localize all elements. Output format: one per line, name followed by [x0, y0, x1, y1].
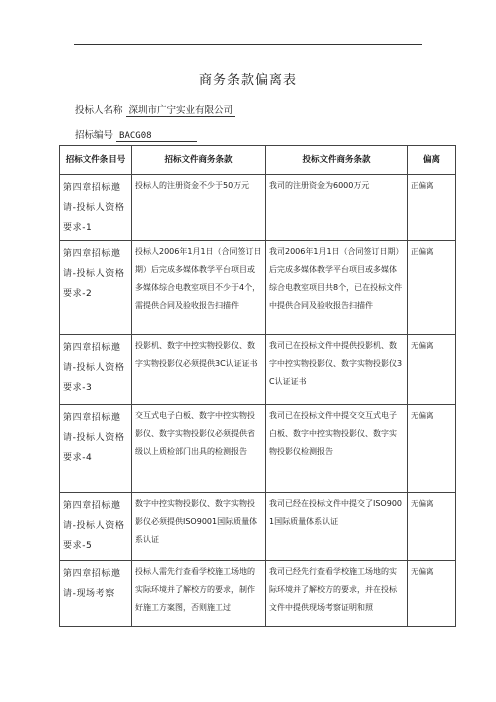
header-deviation: 偏离	[408, 146, 456, 175]
bidder-name-label: 投标人名称	[75, 105, 123, 116]
cell-tender-terms: 数字中控实物投影仪、数字实物投影仪必须提供ISO9001国际质量体系认证	[132, 493, 266, 561]
table-header-row	[60, 146, 456, 175]
cell-bid-terms: 我司已经先行查看学校施工场地的实际环境并了解校方的要求，并在投标文件中提供现场考察证明和照	[266, 561, 408, 627]
header-bid-terms: 投标文件商务条款	[266, 146, 408, 175]
cell-bid-terms: 我司已在投标文件中提交交互式电子白板、数字中控实物投影仪、数字实物投影仪检测报告	[266, 405, 408, 493]
bid-number-label: 招标编号	[75, 130, 114, 141]
header-item-no: 招标文件条目号	[60, 146, 132, 175]
cell-item-no: 第四章招标邀请-现场考察	[60, 561, 132, 627]
cell-deviation: 无偏离	[408, 335, 456, 405]
bid-number-line	[75, 127, 197, 142]
table-row	[60, 405, 456, 493]
cell-deviation: 无偏离	[408, 561, 456, 627]
cell-deviation: 无偏离	[408, 493, 456, 561]
cell-item-no: 第四章招标邀请-投标人资格要求-4	[60, 405, 132, 493]
table-row	[60, 175, 456, 241]
deviation-table	[59, 145, 456, 627]
bid-number-value: BACG08	[116, 131, 197, 142]
cell-deviation: 正偏离	[408, 175, 456, 241]
cell-bid-terms: 我司已经在投标文件中提交了ISO9001国际质量体系认证	[266, 493, 408, 561]
table-row	[60, 561, 456, 627]
cell-item-no: 第四章招标邀请-投标人资格要求-1	[60, 175, 132, 241]
cell-deviation: 无偏离	[408, 405, 456, 493]
cell-item-no: 第四章招标邀请-投标人资格要求-3	[60, 335, 132, 405]
cell-item-no: 第四章招标邀请-投标人资格要求-2	[60, 241, 132, 335]
table-row	[60, 335, 456, 405]
cell-bid-terms: 我司2006年1月1日（合同签订日期）后完成多媒体教学平台项目或多媒体综合电教室项目共8个，已在投标文件中提供合同及验收报告扫描件	[266, 241, 408, 335]
page-title: 商务条款偏离表	[198, 73, 297, 88]
cell-tender-terms: 交互式电子白板、数字中控实物投影仪、数字实物投影仪必须提供省级以上质检部门出具的检测报告	[132, 405, 266, 493]
bidder-name-line	[75, 102, 235, 117]
cell-tender-terms: 投标人的注册资金不少于50万元	[132, 175, 266, 241]
top-rule	[74, 44, 422, 45]
cell-bid-terms: 我司已在投标文件中提供投影机、数字中控实物投影仪、数字实物投影仪3C认证证书	[266, 335, 408, 405]
cell-tender-terms: 投影机、数字中控实物投影仪、数字实物投影仪必须提供3C认证证书	[132, 335, 266, 405]
cell-bid-terms: 我司的注册资金为6000万元	[266, 175, 408, 241]
cell-deviation: 正偏离	[408, 241, 456, 335]
table-row	[60, 493, 456, 561]
cell-tender-terms: 投标人需先行查看学校施工场地的实际环境并了解校方的要求，制作好施工方案图，否则施工过	[132, 561, 266, 627]
cell-tender-terms: 投标人2006年1月1日（合同签订日期）后完成多媒体教学平台项目或多媒体综合电教室项目不少于4个，需提供合同及验收报告扫描件	[132, 241, 266, 335]
header-tender-terms: 招标文件商务条款	[132, 146, 266, 175]
cell-item-no: 第四章招标邀请-投标人资格要求-5	[60, 493, 132, 561]
table-row	[60, 241, 456, 335]
bidder-name-value: 深圳市广宁实业有限公司	[126, 102, 236, 117]
